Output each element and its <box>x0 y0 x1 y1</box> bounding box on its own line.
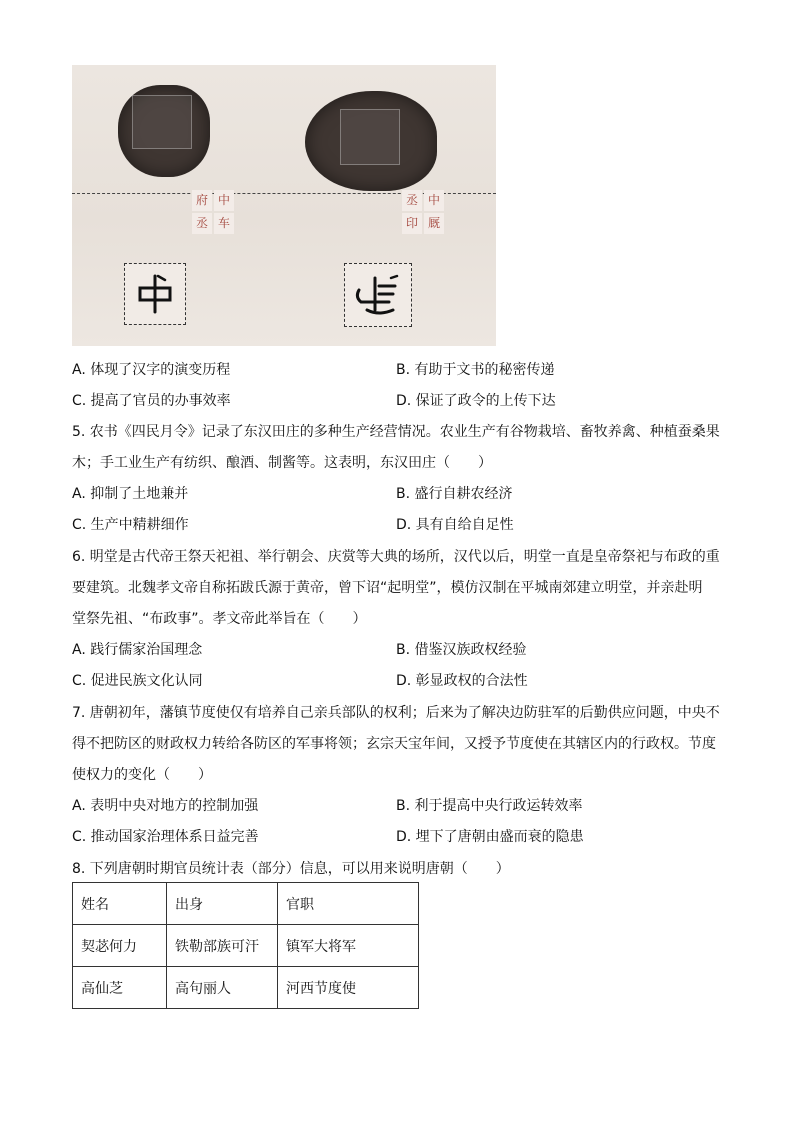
table-cell: 镇军大将军 <box>278 925 419 967</box>
ancient-glyph-che-icon <box>345 264 411 326</box>
q5-option-b: B. 盛行自耕农经济 <box>396 486 513 502</box>
q7-stem-line2: 得不把防区的财政权力转给各防区的军事将领；玄宗天宝年间，又授予节度使在其辖区内的行政权。节度 <box>72 736 716 752</box>
ancient-glyph-che <box>344 263 412 327</box>
q7-stem-line1: 7. 唐朝初年，藩镇节度使仅有培养自己亲兵部队的权利；后来为了解决边防驻军的后勤供应问题，中央不 <box>72 705 720 721</box>
q6-option-d: D. 彰显政权的合法性 <box>396 673 528 689</box>
q8-stem-line1: 8. 下列唐朝时期官员统计表（部分）信息，可以用来说明唐朝（ ） <box>72 861 510 877</box>
q4-option-d: D. 保证了政令的上传下达 <box>396 393 556 409</box>
seal-char: 中 <box>424 190 444 211</box>
table-header-cell: 出身 <box>167 883 278 925</box>
table-cell: 契苾何力 <box>73 925 167 967</box>
seal-char: 丞 <box>192 213 212 234</box>
q7-option-a: A. 表明中央对地方的控制加强 <box>72 798 259 814</box>
seal-impression-left <box>132 95 192 149</box>
seal-char: 丞 <box>402 190 422 211</box>
q4-option-c: C. 提高了官员的办事效率 <box>72 393 231 409</box>
q7-option-d: D. 埋下了唐朝由盛而衰的隐患 <box>396 829 584 845</box>
ancient-glyph-zhong-icon <box>125 264 185 324</box>
seal-label-right <box>402 190 444 234</box>
seal-char: 车 <box>214 213 234 234</box>
ancient-glyph-zhong <box>124 263 186 325</box>
seal-char: 印 <box>402 213 422 234</box>
q5-stem-line1: 5. 农书《四民月令》记录了东汉田庄的多种生产经营情况。农业生产有谷物栽培、畜牧养禽、种植蚕桑果 <box>72 424 720 440</box>
table-cell: 铁勒部族可汗 <box>167 925 278 967</box>
table-cell: 高句丽人 <box>167 967 278 1009</box>
seal-char: 厩 <box>424 213 444 234</box>
q6-stem-line3: 堂祭先祖、“布政事”。孝文帝此举旨在（ ） <box>72 611 367 627</box>
table-cell: 河西节度使 <box>278 967 419 1009</box>
q4-option-a: A. 体现了汉字的演变历程 <box>72 362 231 378</box>
table-header-cell: 官职 <box>278 883 419 925</box>
q6-option-a: A. 践行儒家治国理念 <box>72 642 203 658</box>
q5-option-c: C. 生产中精耕细作 <box>72 517 189 533</box>
q7-option-b: B. 利于提高中央行政运转效率 <box>396 798 583 814</box>
table-cell: 高仙芝 <box>73 967 167 1009</box>
seal-photo <box>72 65 496 346</box>
q5-option-d: D. 具有自给自足性 <box>396 517 514 533</box>
q7-option-c: C. 推动国家治理体系日益完善 <box>72 829 259 845</box>
seal-label-left <box>192 190 234 234</box>
table-row <box>73 925 419 967</box>
seal-impression-right <box>340 109 400 165</box>
table-header-row <box>73 883 419 925</box>
q5-stem-line2: 木；手工业生产有纺织、酿酒、制酱等。这表明，东汉田庄（ ） <box>72 455 492 471</box>
q6-stem-line2: 要建筑。北魏孝文帝自称拓跋氏源于黄帝，曾下诏“起明堂”，模仿汉制在平城南郊建立明堂，并亲赴明 <box>72 580 703 596</box>
seal-char: 中 <box>214 190 234 211</box>
table-row <box>73 967 419 1009</box>
q6-stem-line1: 6. 明堂是古代帝王祭天祀祖、举行朝会、庆赏等大典的场所，汉代以后，明堂一直是皇帝祭祀与布政的重 <box>72 549 720 565</box>
official-stats-table <box>72 882 419 1009</box>
table-header-cell: 姓名 <box>73 883 167 925</box>
q6-option-b: B. 借鉴汉族政权经验 <box>396 642 527 658</box>
q5-option-a: A. 抑制了土地兼并 <box>72 486 189 502</box>
q6-option-c: C. 促进民族文化认同 <box>72 673 203 689</box>
q4-option-b: B. 有助于文书的秘密传递 <box>396 362 555 378</box>
seal-char: 府 <box>192 190 212 211</box>
q7-stem-line3: 使权力的变化（ ） <box>72 767 212 783</box>
